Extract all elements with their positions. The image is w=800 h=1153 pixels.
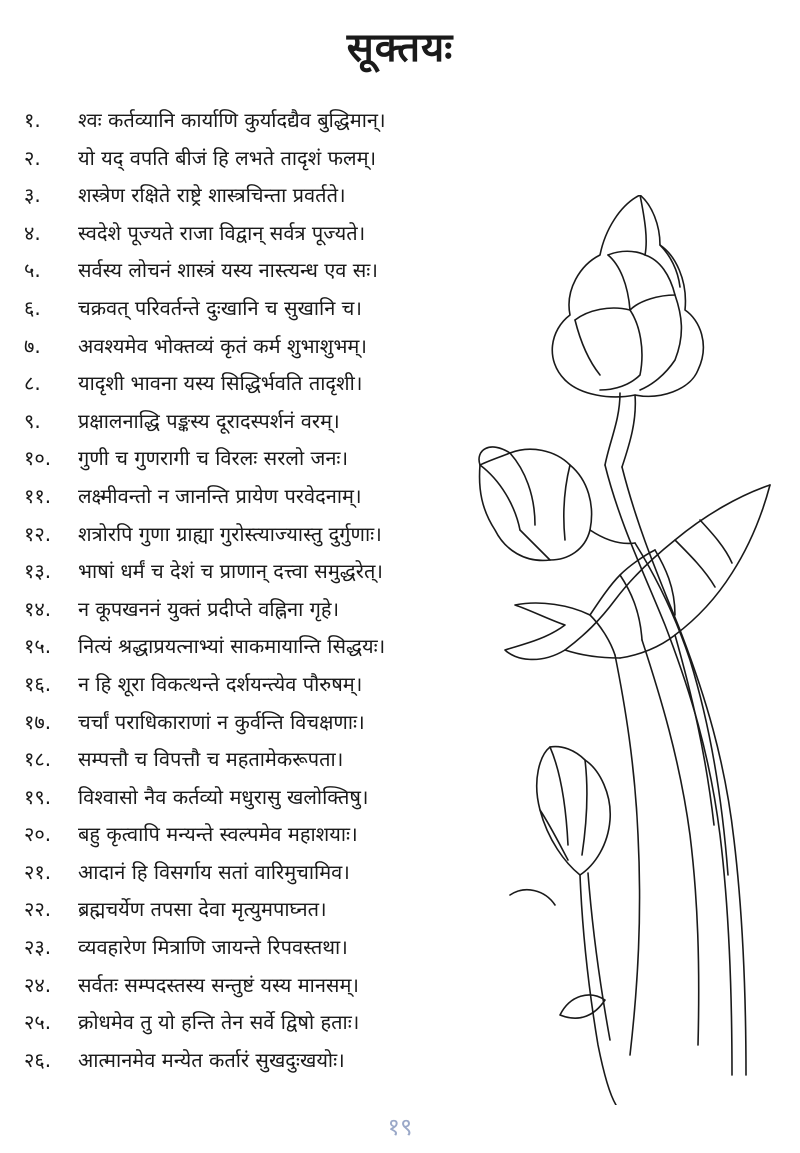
verse-item (0, 102, 560, 140)
verse-number: २१. (24, 859, 52, 884)
verse-number: १. (24, 108, 41, 132)
verse-number: १८. (24, 747, 52, 772)
verse-text: सम्पत्तौ च विपत्तौ च महतामेकरूपता। (78, 747, 344, 772)
verse-number: ११. (24, 483, 52, 508)
verse-number: २. (24, 145, 41, 170)
verse-text: प्रक्षालनाद्धि पङ्कस्य दूरादस्पर्शनं वरम्। (78, 408, 340, 433)
verse-text: बहु कृत्वापि मन्यन्ते स्वल्पमेव महाशयाः। (78, 822, 358, 847)
verse-number: २५. (24, 1010, 52, 1035)
page-number: १९ (387, 1113, 413, 1141)
verse-number: ४. (24, 220, 41, 245)
verse-text: लक्ष्मीवन्तो न जानन्ति प्रायेण परवेदनाम्। (78, 483, 362, 508)
verse-number: ८. (24, 371, 41, 396)
verse-number: २६. (24, 1047, 52, 1072)
verse-text: शस्त्रेण रक्षिते राष्ट्रे शास्त्रचिन्ता प्रवर्तते। (78, 183, 346, 208)
verse-number: १७. (24, 709, 52, 734)
verse-number: २२. (24, 897, 52, 922)
verse-number: ३. (24, 183, 41, 208)
verse-text: न कूपखननं युक्तं प्रदीप्ते वह्निना गृहे। (78, 596, 340, 621)
verse-text: आदानं हि विसर्गाय सतां वारिमुचामिव। (78, 859, 350, 884)
verse-number: ९. (24, 408, 41, 433)
top-lotus-bud (552, 195, 703, 397)
verse-text: सर्वस्य लोचनं शास्त्रं यस्य नास्त्यन्ध एव सः। (78, 258, 378, 283)
verse-text: क्रोधमेव तु यो हन्ति तेन सर्वे द्विषो हताः। (78, 1010, 360, 1035)
verse-number: १२. (24, 521, 52, 546)
verse-text: श्वः कर्तव्यानि कार्याणि कुर्यादद्यैव बुद्धिमान्। (78, 108, 386, 132)
verse-number: ६. (24, 295, 41, 320)
verse-number: १४. (24, 596, 52, 621)
verse-number: १९. (24, 784, 52, 809)
verse-item (0, 140, 560, 178)
verse-text: भाषां धर्मं च देशं च प्राणान् दत्त्वा समुद्धरेत्। (78, 559, 383, 584)
verse-number: १६. (24, 671, 52, 696)
verse-number: २४. (24, 972, 52, 997)
verse-number: ७. (24, 333, 41, 358)
verse-text: अवश्यमेव भोक्तव्यं कृतं कर्म शुभाशुभम्। (78, 333, 367, 358)
verse-text: चक्रवत् परिवर्तन्ते दुःखानि च सुखानि च। (78, 295, 362, 320)
verse-text: नित्यं श्रद्धाप्रयत्नाभ्यां साकमायान्ति सिद्धयः। (78, 634, 386, 659)
lotus-flower-illustration-icon (470, 195, 790, 1105)
curled-lotus-leaf (505, 485, 770, 659)
side-lotus-bud (479, 447, 635, 560)
lower-lotus-bud (537, 747, 616, 1105)
verse-text: शत्रोरपि गुणा ग्राह्या गुरोस्त्याज्यास्तु दुर्गुणाः। (78, 521, 382, 546)
verse-number: १३. (24, 559, 52, 584)
verse-text: न हि शूरा विकत्थन्ते दर्शयन्त्येव पौरुषम्। (78, 671, 363, 696)
verse-text: सर्वतः सम्पदस्तस्य सन्तुष्टं यस्य मानसम्। (78, 972, 359, 997)
verse-text: विश्वासो नैव कर्तव्यो मधुरासु खलोक्तिषु। (78, 784, 369, 809)
verse-number: २०. (24, 822, 52, 847)
verse-text: ब्रह्मचर्येण तपसा देवा मृत्युमपाघ्नत। (78, 897, 327, 922)
verse-text: यो यद् वपति बीजं हि लभते तादृशं फलम्। (78, 145, 377, 170)
verse-number: ५. (24, 258, 41, 283)
verse-text: स्वदेशे पूज्यते राजा विद्वान् सर्वत्र पूज्यते। (78, 220, 366, 245)
lotus-stems (605, 465, 746, 1075)
verse-text: गुणी च गुणरागी च विरलः सरलो जनः। (78, 446, 349, 471)
verse-number: १५. (24, 634, 52, 659)
verse-text: यादृशी भावना यस्य सिद्धिर्भवति तादृशी। (78, 371, 363, 396)
verse-text: चर्चां पराधिकाराणां न कुर्वन्ति विचक्षणाः। (78, 709, 365, 734)
verse-text: आत्मानमेव मन्येत कर्तारं सुखदुःखयोः। (78, 1047, 345, 1072)
page-title: सूक्तयः (346, 25, 454, 71)
verse-number: १०. (24, 446, 52, 471)
verse-text: व्यवहारेण मित्राणि जायन्ते रिपवस्तथा। (78, 935, 348, 960)
verse-number: २३. (24, 935, 52, 960)
